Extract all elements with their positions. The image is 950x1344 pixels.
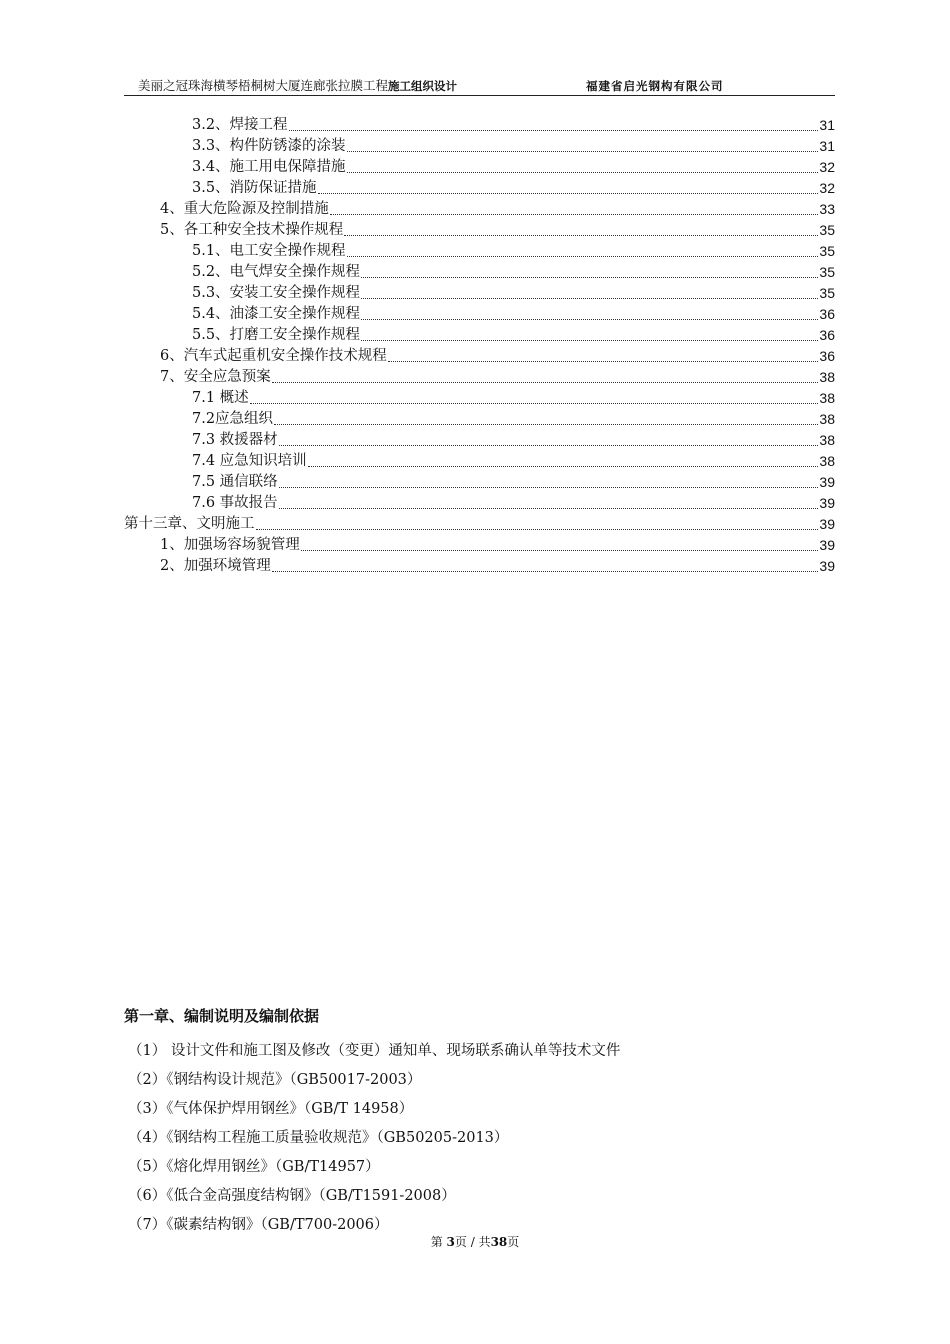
toc-entry-title: 5.4、油漆工安全操作规程 bbox=[192, 306, 361, 322]
reference-item: （7）《碳素结构钢》（GB/T700-2006） bbox=[128, 1217, 389, 1233]
toc-dot-leader bbox=[272, 380, 819, 383]
toc-entry-page: 38 bbox=[819, 453, 835, 469]
reference-item: （4）《钢结构工程施工质量验收规范》（GB50205-2013） bbox=[128, 1130, 509, 1146]
toc-entry[interactable] bbox=[124, 408, 835, 429]
toc-entry-title: 第十三章、文明施工 bbox=[124, 516, 255, 532]
toc-dot-leader bbox=[388, 359, 819, 362]
table-of-contents bbox=[124, 114, 835, 576]
toc-dot-leader bbox=[289, 128, 819, 131]
toc-entry[interactable] bbox=[124, 366, 835, 387]
chapter-section bbox=[124, 1005, 835, 1240]
footer-total-pages: 38 bbox=[490, 1235, 508, 1249]
toc-entry[interactable] bbox=[124, 198, 835, 219]
toc-dot-leader bbox=[344, 233, 818, 236]
header-doc-type: 施工组织设计 bbox=[388, 79, 458, 93]
toc-entry-page: 38 bbox=[819, 390, 835, 406]
toc-entry[interactable] bbox=[124, 471, 835, 492]
reference-list bbox=[124, 1037, 835, 1240]
toc-entry-page: 32 bbox=[819, 180, 835, 196]
toc-dot-leader bbox=[361, 338, 818, 341]
toc-entry-page: 31 bbox=[819, 117, 835, 133]
toc-entry-page: 39 bbox=[819, 558, 835, 574]
toc-entry-page: 32 bbox=[819, 159, 835, 175]
header-project-title bbox=[138, 77, 457, 95]
toc-entry-page: 35 bbox=[819, 222, 835, 238]
chapter-title: 第一章、编制说明及编制依据 bbox=[124, 1007, 320, 1025]
toc-entry-title: 7.3 救援器材 bbox=[192, 432, 278, 448]
toc-entry-title: 6、汽车式起重机安全操作技术规程 bbox=[160, 348, 387, 364]
toc-entry-title: 2、加强环境管理 bbox=[160, 558, 271, 574]
footer-prefix: 第 bbox=[430, 1235, 447, 1249]
toc-entry-title: 5.5、打磨工安全操作规程 bbox=[192, 327, 361, 343]
toc-entry-page: 38 bbox=[819, 369, 835, 385]
toc-entry[interactable] bbox=[124, 282, 835, 303]
footer-current-page: 3 bbox=[446, 1235, 455, 1249]
toc-entry[interactable] bbox=[124, 492, 835, 513]
toc-entry-title: 3.2、焊接工程 bbox=[192, 117, 288, 133]
toc-entry-page: 35 bbox=[819, 264, 835, 280]
toc-entry[interactable] bbox=[124, 240, 835, 261]
toc-entry-page: 35 bbox=[819, 243, 835, 259]
reference-item: （6）《低合金高强度结构钢》（GB/T1591-2008） bbox=[128, 1188, 456, 1204]
toc-dot-leader bbox=[347, 149, 819, 152]
toc-entry[interactable] bbox=[124, 324, 835, 345]
toc-entry-page: 39 bbox=[819, 474, 835, 490]
toc-dot-leader bbox=[347, 170, 819, 173]
toc-entry-title: 7、安全应急预案 bbox=[160, 369, 271, 385]
toc-entry-title: 5.2、电气焊安全操作规程 bbox=[192, 264, 361, 280]
reference-item: （5）《熔化焊用钢丝》（GB/T14957） bbox=[128, 1159, 380, 1175]
toc-entry-title: 3.5、消防保证措施 bbox=[192, 180, 317, 196]
toc-entry-title: 7.4 应急知识培训 bbox=[192, 453, 307, 469]
toc-dot-leader bbox=[361, 317, 818, 320]
toc-entry-title: 3.3、构件防锈漆的涂装 bbox=[192, 138, 346, 154]
toc-entry[interactable] bbox=[124, 513, 835, 534]
page-header bbox=[124, 77, 835, 96]
toc-entry-title: 3.4、施工用电保障措施 bbox=[192, 159, 346, 175]
toc-entry-title: 7.5 通信联络 bbox=[192, 474, 278, 490]
page-footer bbox=[0, 1233, 950, 1250]
toc-dot-leader bbox=[301, 548, 819, 551]
toc-entry[interactable] bbox=[124, 534, 835, 555]
reference-item: （1） 设计文件和施工图及修改（变更）通知单、现场联系确认单等技术文件 bbox=[128, 1043, 621, 1059]
footer-mid: 页 / 共 bbox=[454, 1235, 491, 1249]
header-company: 福建省启光钢构有限公司 bbox=[586, 79, 724, 93]
toc-dot-leader bbox=[361, 275, 818, 278]
toc-entry[interactable] bbox=[124, 177, 835, 198]
toc-entry-title: 4、重大危险源及控制措施 bbox=[160, 201, 329, 217]
toc-entry[interactable] bbox=[124, 114, 835, 135]
toc-entry[interactable] bbox=[124, 387, 835, 408]
toc-entry[interactable] bbox=[124, 261, 835, 282]
toc-entry[interactable] bbox=[124, 219, 835, 240]
toc-entry[interactable] bbox=[124, 429, 835, 450]
reference-item: （3）《气体保护焊用钢丝》（GB/T 14958） bbox=[128, 1101, 414, 1117]
toc-entry[interactable] bbox=[124, 450, 835, 471]
toc-entry-page: 36 bbox=[819, 327, 835, 343]
toc-entry[interactable] bbox=[124, 303, 835, 324]
footer-suffix: 页 bbox=[507, 1235, 520, 1249]
toc-entry-page: 38 bbox=[819, 432, 835, 448]
toc-dot-leader bbox=[361, 296, 818, 299]
toc-entry-title: 1、加强场容场貌管理 bbox=[160, 537, 300, 553]
toc-entry-page: 35 bbox=[819, 285, 835, 301]
toc-entry-title: 5.1、电工安全操作规程 bbox=[192, 243, 346, 259]
toc-dot-leader bbox=[279, 443, 819, 446]
toc-dot-leader bbox=[279, 485, 819, 488]
toc-entry-title: 5、各工种安全技术操作规程 bbox=[160, 222, 344, 238]
toc-entry-title: 7.1 概述 bbox=[192, 390, 249, 406]
toc-entry[interactable] bbox=[124, 135, 835, 156]
toc-dot-leader bbox=[308, 464, 819, 467]
toc-entry-page: 36 bbox=[819, 348, 835, 364]
toc-entry[interactable] bbox=[124, 555, 835, 576]
toc-dot-leader bbox=[330, 212, 819, 215]
toc-entry-page: 39 bbox=[819, 495, 835, 511]
toc-dot-leader bbox=[318, 191, 819, 194]
toc-entry[interactable] bbox=[124, 156, 835, 177]
toc-entry-page: 38 bbox=[819, 411, 835, 427]
toc-entry-page: 36 bbox=[819, 306, 835, 322]
toc-dot-leader bbox=[274, 422, 818, 425]
toc-entry-page: 31 bbox=[819, 138, 835, 154]
toc-dot-leader bbox=[256, 527, 819, 530]
reference-item: （2）《钢结构设计规范》（GB50017-2003） bbox=[128, 1072, 422, 1088]
toc-entry-page: 33 bbox=[819, 201, 835, 217]
toc-entry-page: 39 bbox=[819, 516, 835, 532]
toc-entry-title: 7.6 事故报告 bbox=[192, 495, 278, 511]
toc-entry-page: 39 bbox=[819, 537, 835, 553]
toc-entry[interactable] bbox=[124, 345, 835, 366]
toc-dot-leader bbox=[250, 401, 819, 404]
header-project-name: 美丽之冠珠海横琴梧桐树大厦连廊张拉膜工程 bbox=[138, 78, 389, 93]
toc-entry-title: 5.3、安装工安全操作规程 bbox=[192, 285, 361, 301]
toc-entry-title: 7.2应急组织 bbox=[192, 411, 274, 427]
toc-dot-leader bbox=[347, 254, 819, 257]
toc-dot-leader bbox=[279, 506, 819, 509]
toc-dot-leader bbox=[272, 569, 819, 572]
